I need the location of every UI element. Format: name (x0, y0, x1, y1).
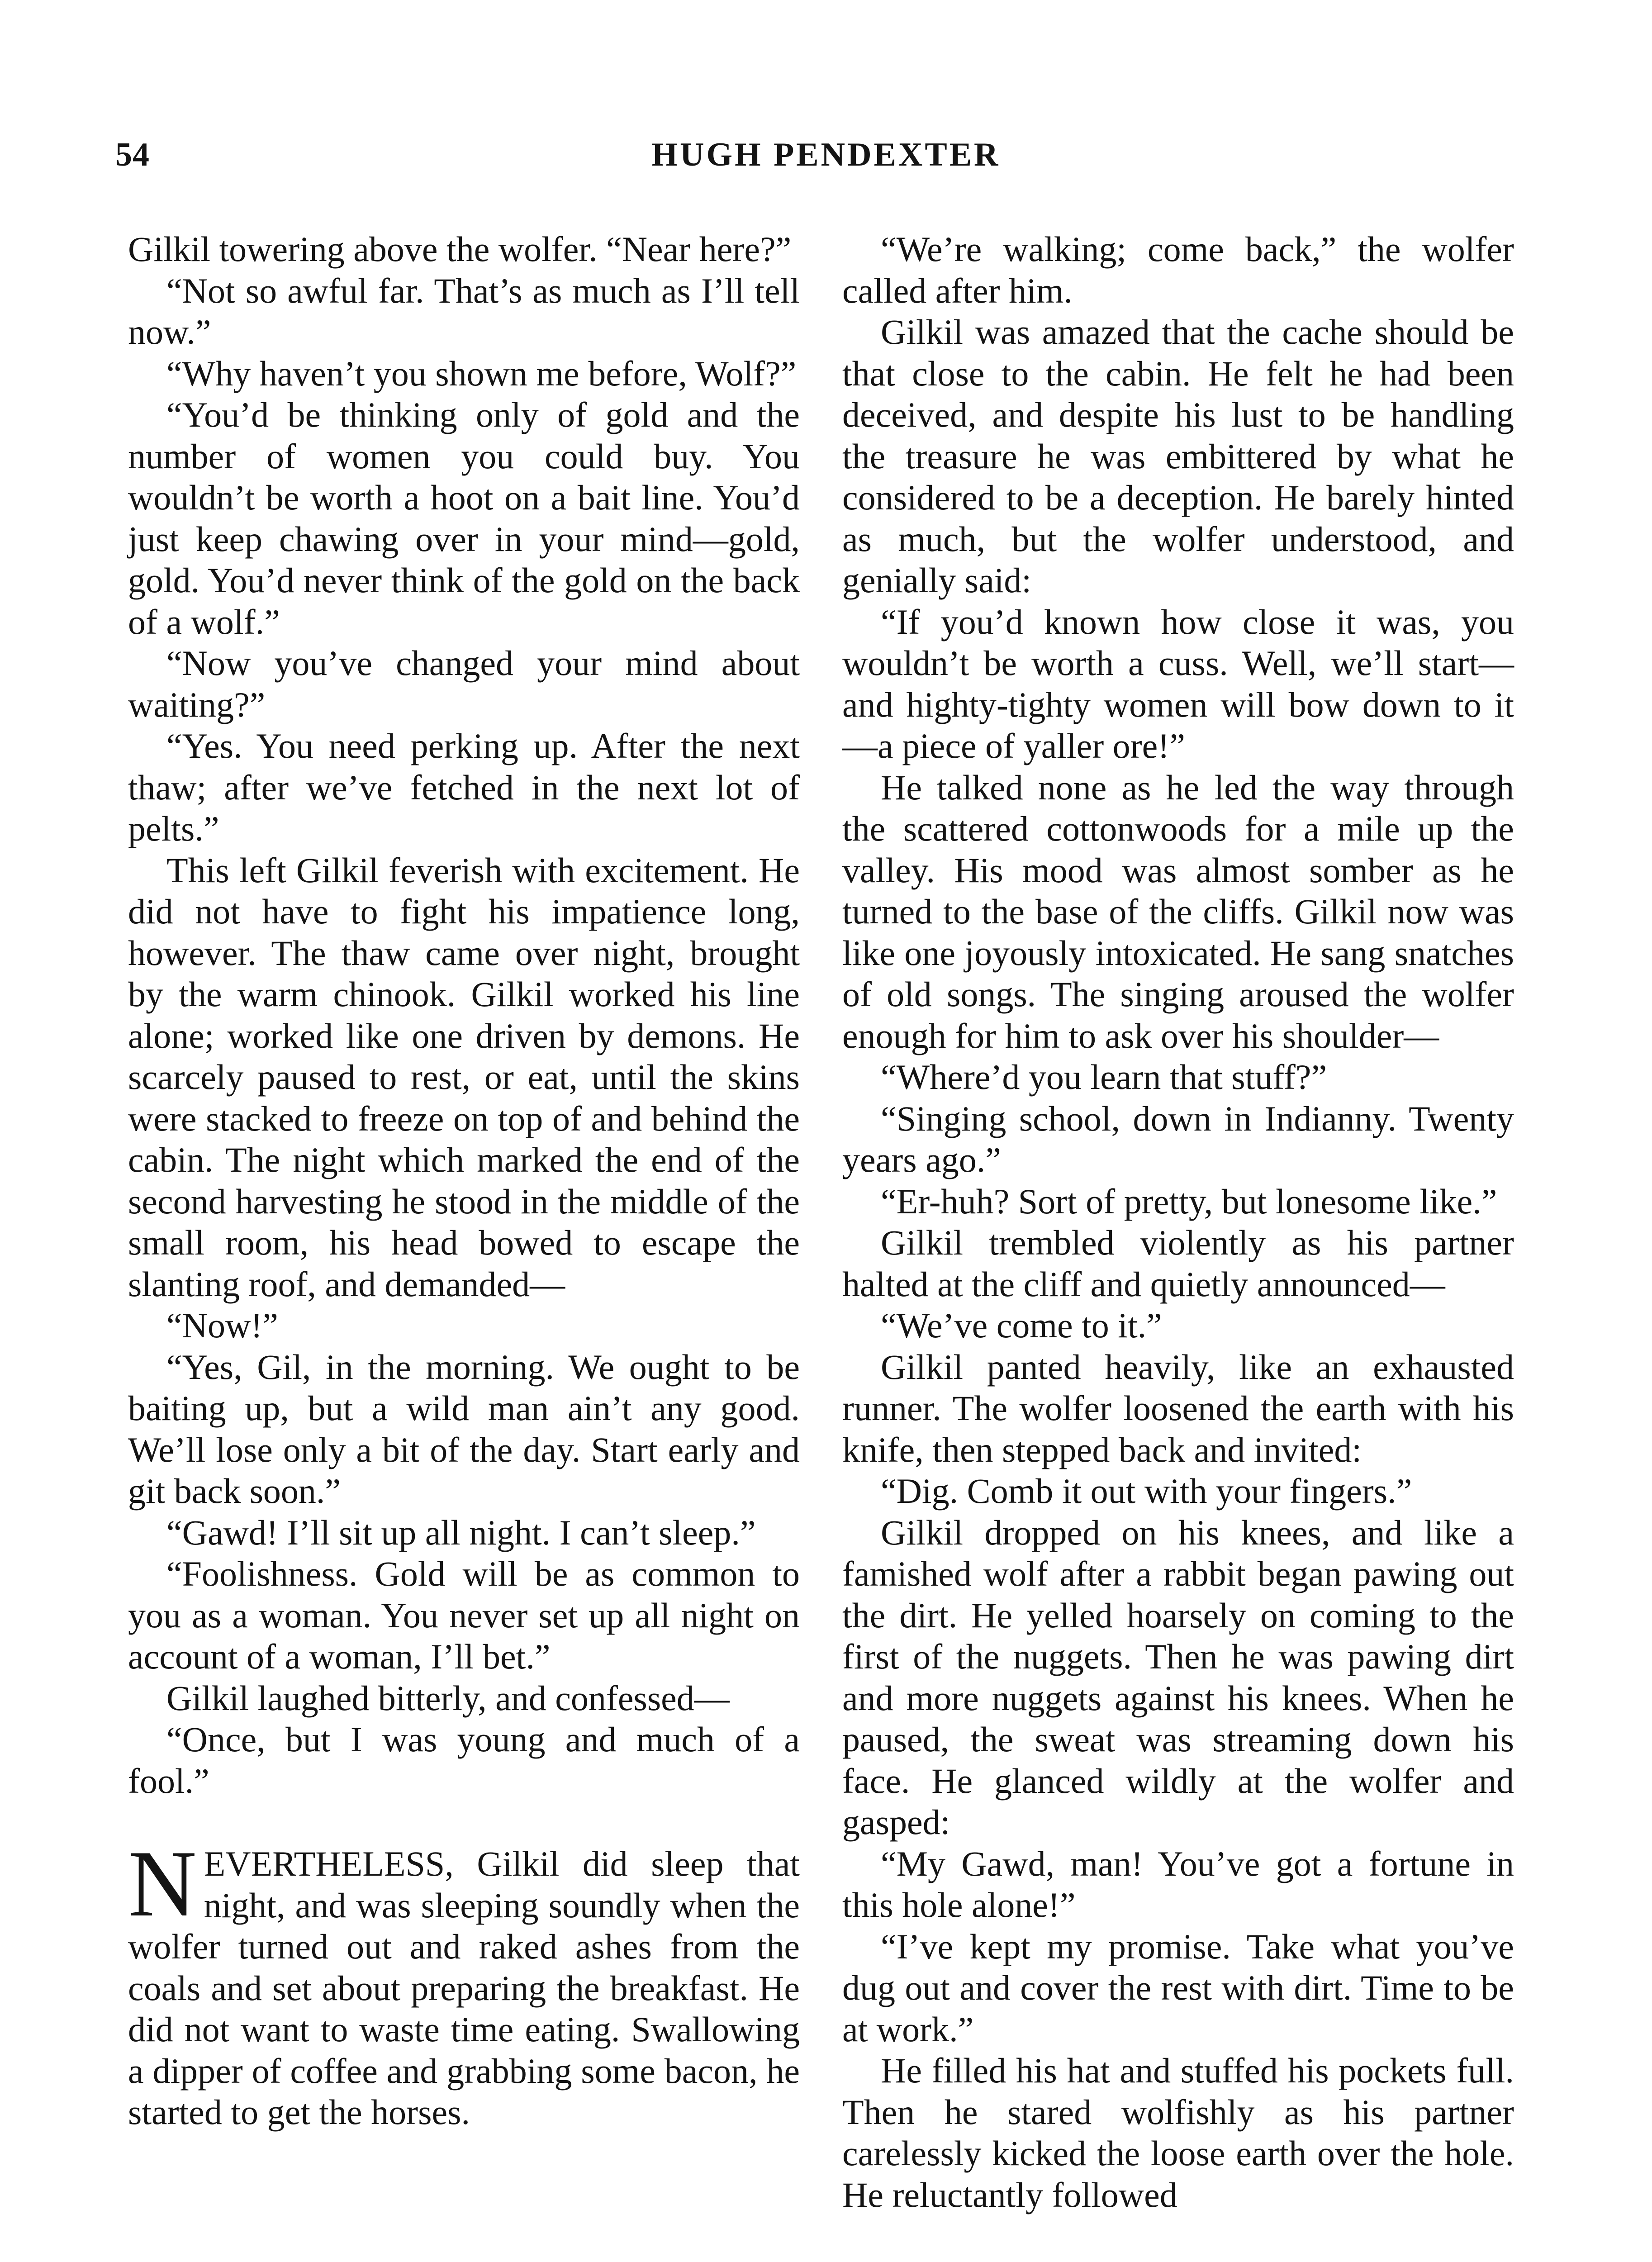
paragraph: Gilkil was amazed that the cache should be that close to the cabin. He felt he had been deceived, and despite his lust to be handling the treasure he was embittered by what he considered to be a deception. He barely hinted as much, but the wolfer understood, and genially said: (842, 312, 1514, 600)
paragraph: “Singing school, down in Indianny. Twenty years ago.” (842, 1098, 1514, 1179)
paragraph: Gilkil panted heavily, like an exhausted runner. The wolfer loosened the earth with his knife, then stepped back and invited: (842, 1347, 1514, 1469)
paragraph: “Once, but I was young and much of a fool.” (128, 1720, 800, 1801)
page-number: 54 (115, 136, 150, 173)
paragraph: “I’ve kept my promise. Take what you’ve dug out and cover the rest with dirt. Time to be at work.” (842, 1926, 1514, 2049)
drop-cap: N (128, 1831, 197, 1936)
paragraph: “We’re walking; come back,” the wolfer called after him. (842, 229, 1514, 310)
paragraph: “My Gawd, man! You’ve got a fortune in this hole alone!” (842, 1844, 1514, 1925)
paragraph: “Gawd! I’ll sit up all night. I can’t sleep.” (166, 1512, 756, 1552)
paragraph: “Yes. You need perking up. After the next thaw; after we’ve fetched in the next lot of pelts.” (128, 726, 800, 848)
paragraph: “If you’d known how close it was, you wouldn’t be worth a cuss. Well, we’ll start—and highty-tighty women will bow down to it—a piece of yaller ore!” (842, 602, 1514, 765)
paragraph: Gilkil dropped on his knees, and like a famished wolf after a rabbit began pawing out the dirt. He yelled hoarsely on coming to the first of the nuggets. Then he was pawing dirt and more nuggets against his knees. When he paused, the sweat was streaming down his face. He glanced wildly at the wolfer and gasped: (842, 1512, 1514, 1842)
paragraph: “Er-huh? Sort of pretty, but lonesome like.” (881, 1181, 1497, 1221)
running-head: HUGH PENDEXTER (651, 136, 1001, 173)
paragraph: “You’d be thinking only of gold and the number of women you could buy. You wouldn’t be worth a hoot on a bait line. You’d just keep chawing over in your mind—gold, gold. You’d never think of the gold on the back of a wolf.” (128, 395, 800, 642)
paragraph: Gilkil towering above the wolfer. “Near here?” (128, 229, 792, 269)
paragraph: “Foolishness. Gold will be as common to you as a woman. You never set up all night on account of a woman, I’ll bet.” (128, 1554, 800, 1676)
paragraph: He talked none as he led the way through the scattered cottonwoods for a mile up the valley. His mood was almost somber as he turned to the base of the cliffs. Gilkil now was like one joyously intoxicated. He sang snatches of old songs. The singing aroused the wolfer enough for him to ask over his shoulder— (842, 767, 1514, 1055)
paragraph: “Yes, Gil, in the morning. We ought to be baiting up, but a wild man ain’t any good. We’ll lose only a bit of the day. Start early and git back soon.” (128, 1347, 800, 1511)
section-paragraph (128, 1831, 800, 2133)
paragraph: Gilkil laughed bitterly, and confessed— (166, 1678, 730, 1718)
paragraph: “Dig. Comb it out with your fingers.” (881, 1471, 1412, 1511)
right-column (842, 228, 1514, 2215)
paragraph: “Not so awful far. That’s as much as I’ll tell now.” (128, 271, 800, 352)
paragraph: “Why haven’t you shown me before, Wolf?” (166, 353, 797, 393)
paragraph: He filled his hat and stuffed his pockets full. Then he stared wolfishly as his partner carelessly kicked the loose earth over the hole. He reluctantly followed (842, 2051, 1514, 2214)
paragraph: “We’ve come to it.” (881, 1306, 1162, 1345)
paragraph: “Now!” (166, 1306, 278, 1345)
paragraph: This left Gilkil feverish with excitement. He did not have to fight his impatience long, however. The thaw came over night, brought by the warm chinook. Gilkil worked his line alone; worked like one driven by demons. He scarcely paused to rest, or eat, until the skins were stacked to freeze on top of and behind the cabin. The night which marked the end of the second harvesting he stood in the middle of the small room, his head bowed to escape the slanting roof, and demanded— (128, 850, 800, 1304)
left-column (128, 228, 800, 2133)
paragraph: “Where’d you learn that stuff?” (881, 1057, 1327, 1097)
paragraph: Gilkil trembled violently as his partner halted at the cliff and quietly announced— (842, 1223, 1514, 1304)
section-text: EVERTHELESS, Gilkil did sleep that night, and was sleeping soundly when the wolfer turned out and raked ashes from the coals and set about preparing the breakfast. He did not want to waste time eating. Swallowing a dipper of coffee and grabbing some bacon, he started to get the horses. (128, 1844, 800, 2132)
paragraph: “Now you’ve changed your mind about waiting?” (128, 643, 800, 724)
